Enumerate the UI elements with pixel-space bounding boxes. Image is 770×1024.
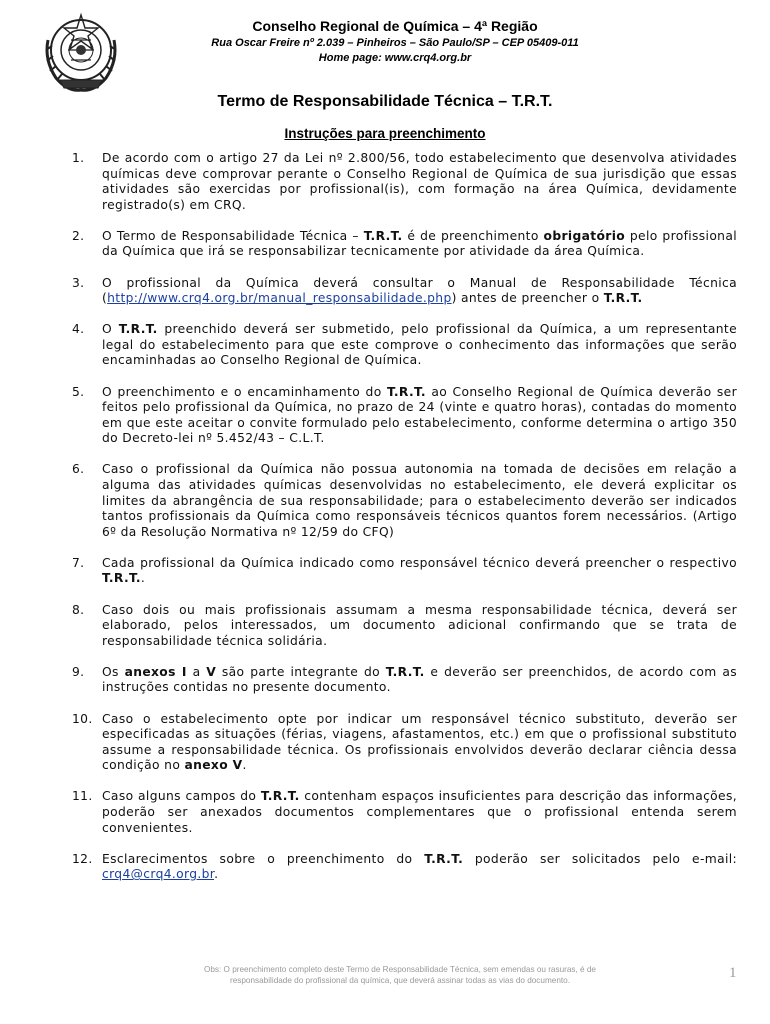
item-number: 9. bbox=[72, 664, 85, 679]
item-number: 10. bbox=[72, 711, 93, 726]
item-text: Esclarecimentos sobre o preenchimento do bbox=[102, 851, 425, 866]
item-text: Caso o estabelecimento opte por indicar um responsável técnico substituto, deverão ser especificadas as situações (férias, viagens, afastamentos, etc.) em que o profissional substituto assume a responsabilidade técnica. Os profissionais envolvidos deverão declarar ciência dessa condição no bbox=[102, 711, 737, 773]
item-text: e deverão ser preenchidos, de acordo com as instruções contidas no presente documento. bbox=[102, 664, 738, 695]
item-text: é de preenchimento bbox=[402, 228, 544, 243]
instructions-list bbox=[72, 151, 737, 898]
instruction-item-5 bbox=[72, 385, 737, 447]
item-bold-text: T.R.T. bbox=[102, 571, 141, 586]
item-text: poderão ser solicitados pelo e-mail: bbox=[463, 851, 737, 866]
document-title: Termo de Responsabilidade Técnica – T.R.T. bbox=[217, 93, 553, 110]
item-text: . bbox=[140, 571, 146, 586]
item-number: 6. bbox=[72, 462, 85, 477]
item-bold-text: anexo V bbox=[184, 758, 243, 773]
item-text: Caso alguns campos do bbox=[102, 789, 261, 804]
organization-address: Rua Oscar Freire nº 2.039 – Pinheiros – São Paulo/SP – CEP 05409-011 bbox=[211, 37, 579, 49]
item-text: ) antes de preencher o bbox=[451, 291, 604, 306]
item-number: 2. bbox=[72, 228, 85, 243]
manual-link[interactable]: http://www.crq4.org.br/manual_responsabilidade.php bbox=[107, 291, 452, 306]
item-text: pelo profissional da Química que irá se responsabilizar tecnicamente por atividade da área Química. bbox=[102, 228, 737, 259]
item-text: Cada profissional da Química indicado como responsável técnico deverá preencher o respectivo bbox=[102, 555, 737, 570]
item-text: . bbox=[214, 867, 219, 882]
item-text: Caso o profissional da Química não possua autonomia na tomada de decisões em relação a alguma das atividades químicas desenvolvidas no estabelecimento, ele deverá explicitar os limites da abrangência de sua responsabilidade; para o estabelecimento deverão ser indicados tantos profissionais da Química como responsáveis técnicos quantos forem necessários. (Artigo 6º da Resolução Normativa nº 12/59 do CFQ) bbox=[102, 462, 737, 539]
item-text: a bbox=[186, 664, 207, 679]
item-number: 8. bbox=[72, 602, 85, 617]
instruction-item-3 bbox=[72, 276, 737, 307]
item-text: Caso dois ou mais profissionais assumam a mesma responsabilidade técnica, deverá ser elaborado, pelos interessados, um documento adicional confirmando que se trata de responsabilidade técnica solidária. bbox=[102, 602, 737, 648]
item-bold-text: T.R.T. bbox=[385, 664, 425, 679]
organization-name: Conselho Regional de Química – 4ª Região bbox=[252, 18, 538, 34]
email-link[interactable]: crq4@crq4.org.br bbox=[102, 867, 215, 882]
item-number: 1. bbox=[72, 151, 85, 165]
page-number: 1 bbox=[729, 965, 737, 981]
item-number: 11. bbox=[72, 789, 93, 804]
instruction-item-7 bbox=[72, 556, 737, 587]
instruction-item-1 bbox=[72, 151, 737, 213]
item-text: são parte integrante do bbox=[216, 664, 386, 679]
item-text: O preenchimento e o encaminhamento do bbox=[102, 384, 388, 399]
item-number: 5. bbox=[72, 384, 85, 399]
footer-note: Obs: O preenchimento completo deste Termo de Responsabilidade Técnica, sem emendas ou rasuras, é de responsabilidade do profissional da química, que deverá assinar todas as vias do documento. bbox=[203, 965, 596, 985]
item-bold-text: anexos I bbox=[124, 664, 187, 679]
instruction-item-4 bbox=[72, 322, 737, 369]
instruction-item-6 bbox=[72, 462, 737, 540]
item-bold-text: T.R.T. bbox=[424, 851, 464, 866]
instruction-item-10 bbox=[72, 712, 737, 774]
item-bold-text: T.R.T. bbox=[387, 384, 426, 399]
item-number: 12. bbox=[72, 851, 93, 866]
item-bold-text: T.R.T. bbox=[363, 228, 403, 243]
instruction-item-8 bbox=[72, 603, 737, 650]
item-number: 3. bbox=[72, 275, 85, 290]
item-number: 4. bbox=[72, 322, 85, 337]
organization-homepage: Home page: www.crq4.org.br bbox=[318, 52, 472, 64]
instruction-item-11 bbox=[72, 789, 737, 836]
item-bold-text: obrigatório bbox=[543, 228, 626, 243]
coat-of-arms-seal bbox=[38, 10, 124, 96]
item-text: O profissional da Química deverá consultar o Manual de Responsabilidade Técnica ( bbox=[102, 275, 737, 306]
item-bold-text: T.R.T. bbox=[603, 291, 643, 306]
item-text: De acordo com o artigo 27 da Lei nº 2.800/56, todo estabelecimento que desenvolva atividades químicas deve comprovar perante o Conselho Regional de Química de sua jurisdição que essas atividades são exercidas por profissional(is), com formação na área Química, devidamente registrado(s) em CRQ. bbox=[102, 151, 737, 212]
instruction-item-9 bbox=[72, 665, 737, 696]
item-text: O Termo de Responsabilidade Técnica – bbox=[102, 228, 364, 243]
item-bold-text: T.R.T. bbox=[118, 322, 158, 337]
item-text: preenchido deverá ser submetido, pelo profissional da Química, a um representante legal do estabelecimento para que este comprove o conhecimento das informações que serão encaminhadas ao Conselho Regional de Química. bbox=[102, 322, 737, 368]
item-text: Os bbox=[102, 664, 125, 679]
instructions-heading bbox=[0, 126, 770, 141]
item-number: 7. bbox=[72, 555, 85, 570]
item-text: ao Conselho Regional de Química deverão ser feitos pelo profissional da Química, no prazo de 24 (vinte e quatro horas), contadas do momento em que este aceitar o convite formulado pelo estabelecimento, conforme determina o artigo 350 do Decreto-lei nº 5.452/43 – C.L.T. bbox=[102, 384, 737, 446]
item-text: O bbox=[102, 322, 119, 337]
instruction-item-12 bbox=[72, 852, 737, 883]
item-text: contenham espaços insuficientes para descrição das informações, poderão ser anexados documentos complementares que o profissional entenda serem convenientes. bbox=[102, 789, 737, 835]
instructions-heading-text: Instruções para preenchimento bbox=[284, 126, 486, 141]
item-text: . bbox=[242, 758, 247, 773]
item-bold-text: T.R.T. bbox=[260, 789, 300, 804]
instruction-item-2 bbox=[72, 229, 737, 260]
item-bold-text: V bbox=[206, 664, 217, 679]
